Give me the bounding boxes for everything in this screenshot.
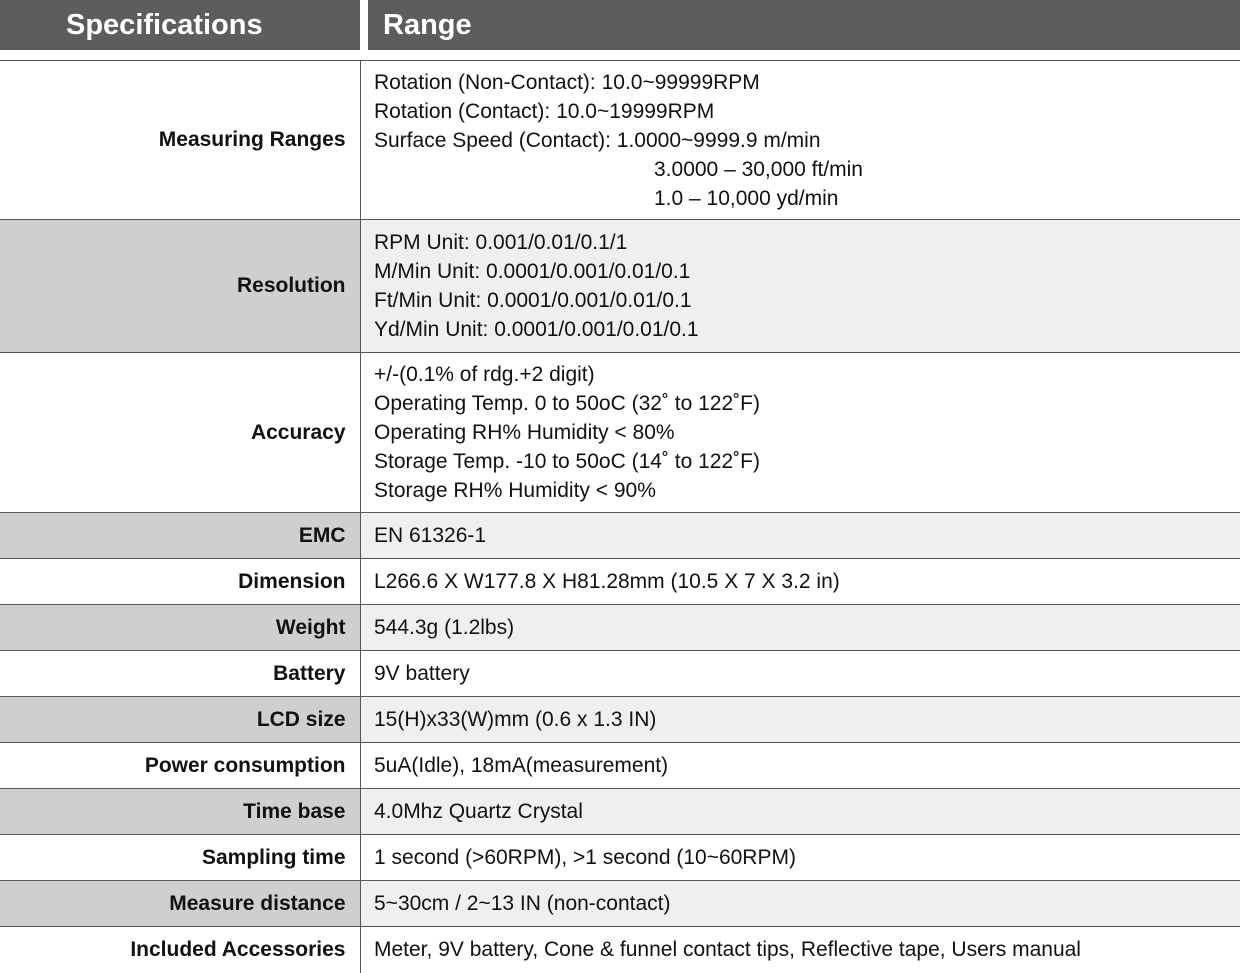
header-gap bbox=[360, 0, 368, 50]
row-label: Time base bbox=[0, 789, 360, 835]
row-value: 9V battery bbox=[368, 651, 1240, 697]
row-label: Battery bbox=[0, 651, 360, 697]
table-row bbox=[0, 605, 1240, 651]
row-label: EMC bbox=[0, 513, 360, 559]
row-value: 15(H)x33(W)mm (0.6 x 1.3 IN) bbox=[368, 697, 1240, 743]
row-label: Measuring Ranges bbox=[0, 61, 360, 220]
table-row bbox=[0, 559, 1240, 605]
row-value: 5uA(Idle), 18mA(measurement) bbox=[368, 743, 1240, 789]
table-row bbox=[0, 835, 1240, 881]
row-value: Rotation (Non-Contact): 10.0~99999RPM Rotation (Contact): 10.0~19999RPM Surface Speed (Contact): 1.0000~9999.9 m/min 3.0000 – 30,000 ft/min 1.0 – 10,000 yd/min bbox=[368, 61, 1240, 220]
row-label: Dimension bbox=[0, 559, 360, 605]
row-label: Accuracy bbox=[0, 353, 360, 513]
row-label: Measure distance bbox=[0, 881, 360, 927]
row-value: 1 second (>60RPM), >1 second (10~60RPM) bbox=[368, 835, 1240, 881]
row-value: L266.6 X W177.8 X H81.28mm (10.5 X 7 X 3.2 in) bbox=[368, 559, 1240, 605]
table-row bbox=[0, 353, 1240, 513]
row-label: Weight bbox=[0, 605, 360, 651]
table-row bbox=[0, 881, 1240, 927]
row-value: +/-(0.1% of rdg.+2 digit) Operating Temp. 0 to 50oC (32˚ to 122˚F) Operating RH% Humidity < 80% Storage Temp. -10 to 50oC (14˚ to 122˚F) Storage RH% Humidity < 90% bbox=[368, 353, 1240, 513]
table-header bbox=[0, 0, 1240, 50]
table-row bbox=[0, 651, 1240, 697]
row-label: Resolution bbox=[0, 220, 360, 353]
row-value: Meter, 9V battery, Cone & funnel contact tips, Reflective tape, Users manual bbox=[368, 927, 1240, 973]
table-row bbox=[0, 61, 1240, 220]
table-row bbox=[0, 513, 1240, 559]
header-specifications: Specifications bbox=[0, 0, 360, 50]
table-row bbox=[0, 789, 1240, 835]
row-label: Included Accessories bbox=[0, 927, 360, 973]
table-row bbox=[0, 220, 1240, 353]
table-row bbox=[0, 743, 1240, 789]
row-label: Power consumption bbox=[0, 743, 360, 789]
row-value: RPM Unit: 0.001/0.01/0.1/1 M/Min Unit: 0.0001/0.001/0.01/0.1 Ft/Min Unit: 0.0001/0.001/0.01/0.1 Yd/Min Unit: 0.0001/0.001/0.01/0.1 bbox=[368, 220, 1240, 353]
row-label: Sampling time bbox=[0, 835, 360, 881]
table-row bbox=[0, 927, 1240, 973]
row-value: EN 61326-1 bbox=[368, 513, 1240, 559]
header-range: Range bbox=[368, 0, 1240, 50]
row-value: 4.0Mhz Quartz Crystal bbox=[368, 789, 1240, 835]
table-row bbox=[0, 697, 1240, 743]
row-value: 5~30cm / 2~13 IN (non-contact) bbox=[368, 881, 1240, 927]
row-label: LCD size bbox=[0, 697, 360, 743]
row-value: 544.3g (1.2lbs) bbox=[368, 605, 1240, 651]
